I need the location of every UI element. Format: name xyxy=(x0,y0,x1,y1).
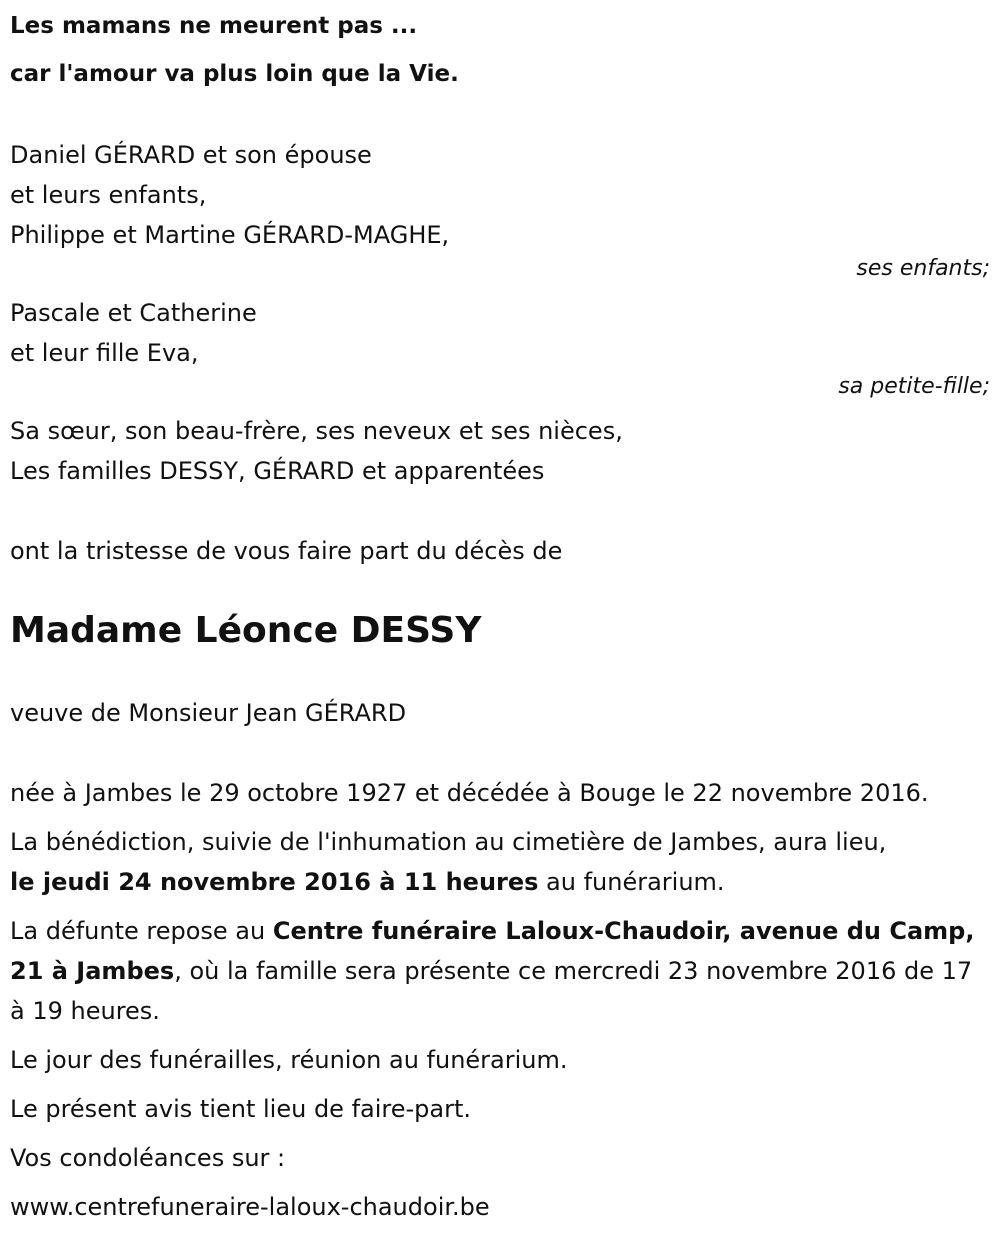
family-line-1: Sa sœur, son beau-frère, ses neveux et ses nièces, xyxy=(10,417,623,445)
reunion: Le jour des funérailles, réunion au funérarium. xyxy=(10,1046,568,1074)
ceremony-paragraph xyxy=(10,822,990,902)
notice: Le présent avis tient lieu de faire-part. xyxy=(10,1095,472,1123)
ceremony-text: La bénédiction, suivie de l'inhumation au cimetière de Jambes, aura lieu, xyxy=(10,828,887,856)
repose-hours: , où la famille sera présente ce mercredi 23 novembre 2016 de 17 à 19 heures. xyxy=(10,957,973,1025)
family-line-2: Les familles DESSY, GÉRARD et apparentées xyxy=(10,457,545,485)
repose-text: La défunte repose au xyxy=(10,917,273,945)
obituary-notice xyxy=(10,0,990,1227)
children-role: ses enfants; xyxy=(856,256,990,281)
granddaughter-role: sa petite-fille; xyxy=(838,374,990,399)
repose-paragraph xyxy=(10,911,990,1031)
birth-death: née à Jambes le 29 octobre 1927 et décédée à Bouge le 22 novembre 2016. xyxy=(10,779,929,807)
announcement: ont la tristesse de vous faire part du décès de xyxy=(10,537,563,565)
children-section xyxy=(10,135,990,283)
children-line-3: Philippe et Martine GÉRARD-MAGHE, xyxy=(10,221,450,249)
children-line-1: Daniel GÉRARD et son épouse xyxy=(10,141,372,169)
ceremony-location: au funérarium. xyxy=(538,868,725,896)
epigraph-line-2: car l'amour va plus loin que la Vie. xyxy=(10,61,459,87)
website-link[interactable]: www.centrefuneraire-laloux-chaudoir.be xyxy=(10,1193,490,1221)
granddaughter-section xyxy=(10,293,990,401)
epigraph xyxy=(10,2,990,98)
granddaughter-line-1: Pascale et Catherine xyxy=(10,299,257,327)
deceased-name: Madame Léonce DESSY xyxy=(10,610,482,651)
condolences-label: Vos condoléances sur : xyxy=(10,1144,286,1172)
repose-place: Centre funéraire Laloux-Chaudoir, avenue du Camp, 21 à Jambes xyxy=(10,917,975,985)
epigraph-line-1: Les mamans ne meurent pas ... xyxy=(10,13,418,39)
family-section xyxy=(10,411,990,491)
ceremony-date: le jeudi 24 novembre 2016 à 11 heures xyxy=(10,868,539,896)
granddaughter-line-2: et leur fille Eva, xyxy=(10,339,199,367)
children-line-2: et leurs enfants, xyxy=(10,181,207,209)
widow-of: veuve de Monsieur Jean GÉRARD xyxy=(10,699,407,727)
